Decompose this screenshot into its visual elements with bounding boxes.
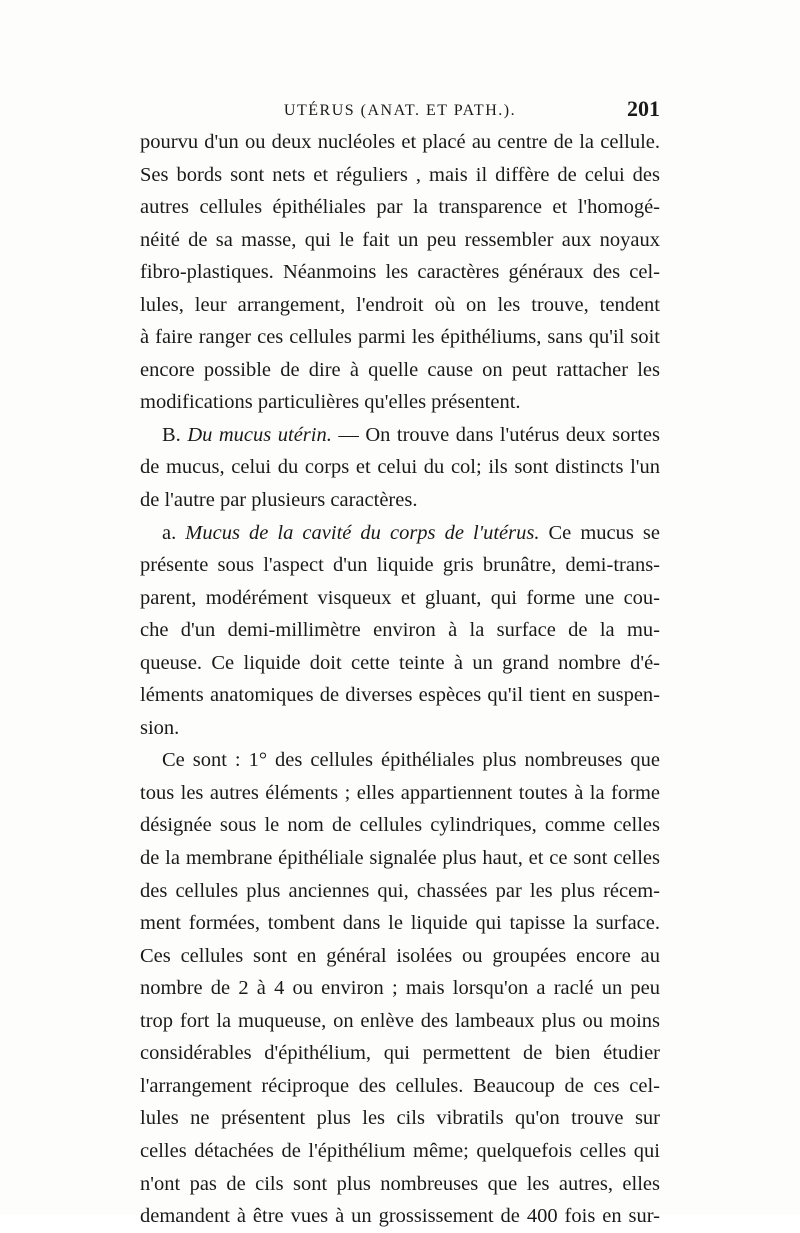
text-line: encore possible de dire à quelle cause on peut rattacher les: [140, 358, 660, 381]
text-line: che d'un demi-millimètre environ à la surface de la mu-: [140, 619, 660, 642]
section-a-heading-line: [140, 517, 660, 550]
text-line: considérables d'épithélium, qui permettent de bien étudier: [140, 1042, 660, 1065]
text-line: Ce sont : 1° des cellules épithéliales plus nombreuses que: [162, 749, 660, 772]
text-line: néité de sa masse, qui le fait un peu ressembler aux noyaux: [140, 228, 660, 251]
text-line: présente sous l'aspect d'un liquide gris brunâtre, demi-trans-: [140, 554, 660, 577]
section-b-heading-line: [140, 419, 660, 452]
text-line: nombre de 2 à 4 ou environ ; mais lorsqu'on a raclé un peu: [140, 977, 660, 1000]
section-a-title: Mucus de la cavité du corps de l'utérus.: [185, 521, 540, 544]
page-number: 201: [627, 96, 660, 121]
text-line: à faire ranger ces cellules parmi les épithéliums, sans qu'il soit: [140, 326, 660, 349]
text-line: celles détachées de l'épithélium même; quelquefois celles qui: [140, 1139, 660, 1162]
text-line: des cellules plus anciennes qui, chassées par les plus récem-: [140, 879, 660, 902]
text-line: fibro-plastiques. Néanmoins les caractères généraux des cel-: [140, 261, 660, 284]
text-line: trop fort la muqueuse, on enlève des lambeaux plus ou moins: [140, 1009, 660, 1032]
text-line: de la membrane épithéliale signalée plus haut, et ce sont celles: [140, 847, 660, 870]
text-line: de mucus, celui du corps et celui du col; ils sont distincts l'un: [140, 456, 660, 479]
text-line: queuse. Ce liquide doit cette teinte à un grand nombre d'é-: [140, 651, 660, 674]
text-line: tous les autres éléments ; elles appartiennent toutes à la forme: [140, 781, 660, 804]
section-a-text: Ce mucus se: [539, 521, 660, 544]
text-line: Ces cellules sont en général isolées ou groupées encore au: [140, 944, 660, 967]
text-line: l'arrangement réciproque des cellules. Beaucoup de ces cel-: [140, 1074, 660, 1097]
text-line: Ses bords sont nets et réguliers , mais il diffère de celui des: [140, 163, 660, 186]
section-b-text: — On trouve dans l'utérus deux sortes: [331, 423, 660, 446]
section-b-title: Du mucus utérin.: [187, 423, 332, 446]
text-line: désignée sous le nom de cellules cylindriques, comme celles: [140, 814, 660, 837]
running-head: [140, 96, 660, 126]
text-line: léments anatomiques de diverses espèces qu'il tient en suspen-: [140, 684, 660, 707]
text-line: sion.: [140, 716, 180, 739]
text-line: lules, leur arrangement, l'endroit où on les trouve, tendent: [140, 293, 660, 316]
text-line: n'ont pas de cils sont plus nombreuses que les autres, elles: [140, 1172, 660, 1195]
text-line: parent, modérément visqueux et gluant, qui forme une cou-: [140, 586, 660, 609]
text-line: ment formées, tombent dans le liquide qui tapisse la surface.: [140, 912, 660, 935]
text-line: demandent à être vues à un grossissement de 400 fois en sur-: [140, 1205, 660, 1228]
text-line: autres cellules épithéliales par la transparence et l'homogé-: [140, 196, 660, 219]
section-a-label: a.: [162, 521, 177, 544]
text-line: modifications particulières qu'elles présentent.: [140, 391, 521, 414]
text-line: pourvu d'un ou deux nucléoles et placé au centre de la cellule.: [140, 131, 660, 153]
text-line: lules ne présentent plus les cils vibratils qu'on trouve sur: [140, 1107, 660, 1130]
body-text: [140, 126, 660, 1233]
section-b-label: B.: [162, 423, 181, 446]
text-line: de l'autre par plusieurs caractères.: [140, 489, 418, 512]
running-title: UTÉRUS (ANAT. ET PATH.).: [283, 102, 517, 119]
